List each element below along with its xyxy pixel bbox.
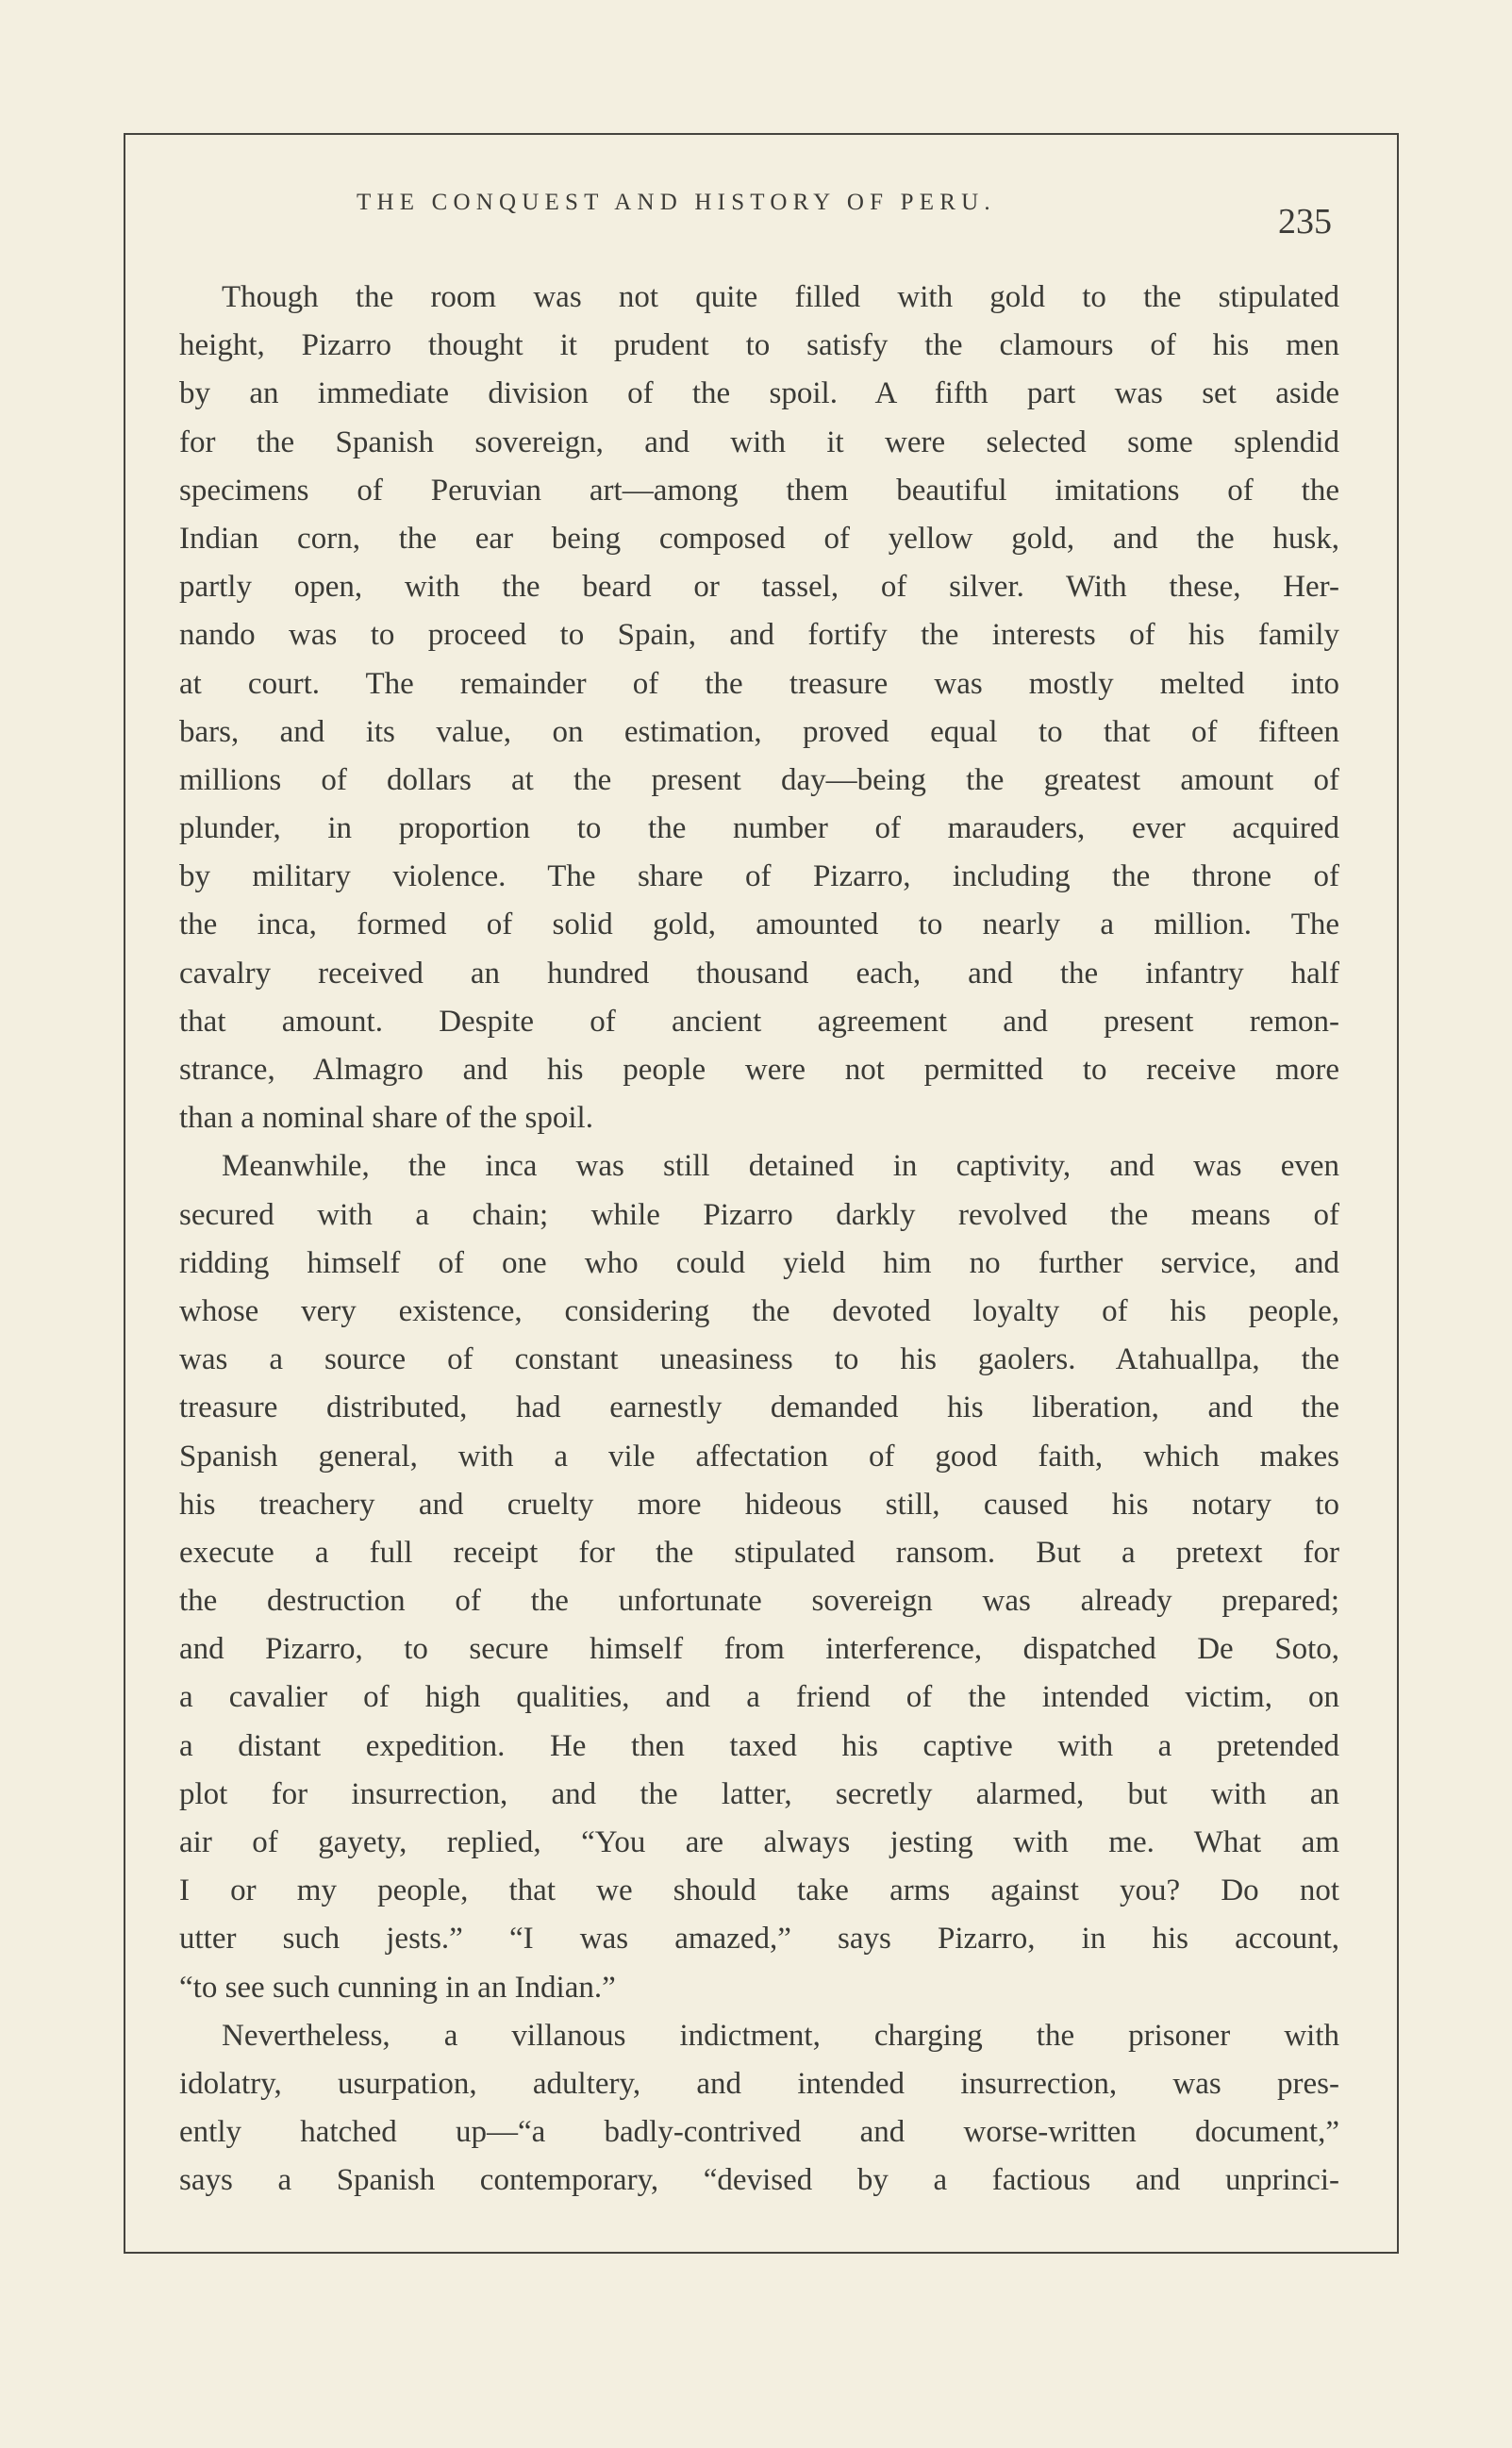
text-line: idolatry, usurpation, adultery, and intended insurrection, was pres-	[179, 2066, 1339, 2101]
text-line: whose very existence, considering the devoted loyalty of his people,	[179, 1293, 1339, 1328]
text-line: treasure distributed, had earnestly demanded his liberation, and the	[179, 1391, 1339, 1425]
text-line: partly open, with the beard or tassel, of silver. With these, Her-	[179, 570, 1339, 605]
text-line: bars, and its value, on estimation, proved equal to that of fifteen	[179, 714, 1339, 749]
text-line: cavalry received an hundred thousand each, and the infantry half	[179, 956, 1339, 991]
text-line: air of gayety, replied, “You are always jesting with me. What am	[179, 1825, 1339, 1859]
text-line: was a source of constant uneasiness to his gaolers. Atahuallpa, the	[179, 1342, 1339, 1377]
text-line: I or my people, that we should take arms against you? Do not	[179, 1873, 1339, 1908]
text-line: that amount. Despite of ancient agreement and present remon-	[179, 1004, 1339, 1039]
text-line: height, Pizarro thought it prudent to satisfy the clamours of his men	[179, 328, 1339, 363]
text-line: plot for insurrection, and the latter, secretly alarmed, but with an	[179, 1776, 1339, 1811]
text-line: his treachery and cruelty more hideous still, caused his notary to	[179, 1487, 1339, 1522]
body-text	[179, 274, 1339, 2206]
text-line: Nevertheless, a villanous indictment, charging the prisoner with	[222, 2018, 1339, 2053]
text-line: for the Spanish sovereign, and with it were selected some splendid	[179, 425, 1339, 459]
text-line: at court. The remainder of the treasure was mostly melted into	[179, 666, 1339, 701]
text-line: Meanwhile, the inca was still detained in captivity, and was even	[222, 1149, 1339, 1184]
text-line: Spanish general, with a vile affectation of good faith, which makes	[179, 1439, 1339, 1474]
text-line: says a Spanish contemporary, “devised by a factious and unprinci-	[179, 2163, 1339, 2198]
text-line: Indian corn, the ear being composed of yellow gold, and the husk,	[179, 521, 1339, 556]
text-line: specimens of Peruvian art—among them beautiful imitations of the	[179, 473, 1339, 508]
text-line: the inca, formed of solid gold, amounted to nearly a million. The	[179, 908, 1339, 942]
text-line: ently hatched up—“a badly-contrived and worse-written document,”	[179, 2115, 1339, 2150]
text-line: strance, Almagro and his people were not permitted to receive more	[179, 1053, 1339, 1087]
text-line: secured with a chain; while Pizarro darkly revolved the means of	[179, 1197, 1339, 1232]
text-line: nando was to proceed to Spain, and fortify the interests of his family	[179, 618, 1339, 653]
text-line: than a nominal share of the spoil.	[179, 1101, 593, 1136]
text-line: a cavalier of high qualities, and a friend of the intended victim, on	[179, 1680, 1339, 1715]
text-line: ridding himself of one who could yield him no further service, and	[179, 1245, 1339, 1280]
text-line: Though the room was not quite filled with gold to the stipulated	[222, 280, 1339, 314]
text-line: execute a full receipt for the stipulated ransom. But a pretext for	[179, 1535, 1339, 1570]
text-line: the destruction of the unfortunate sovereign was already prepared;	[179, 1584, 1339, 1619]
text-line: utter such jests.” “I was amazed,” says Pizarro, in his account,	[179, 1922, 1339, 1957]
running-header-title: THE CONQUEST AND HISTORY OF PERU.	[357, 190, 996, 215]
text-line: “to see such cunning in an Indian.”	[179, 1970, 616, 2005]
text-line: by military violence. The share of Pizarro, including the throne of	[179, 859, 1339, 894]
page-number: 235	[1278, 202, 1332, 241]
text-line: by an immediate division of the spoil. A fifth part was set aside	[179, 376, 1339, 411]
text-line: a distant expedition. He then taxed his captive with a pretended	[179, 1728, 1339, 1763]
text-line: plunder, in proportion to the number of marauders, ever acquired	[179, 811, 1339, 846]
text-line: millions of dollars at the present day—being the greatest amount of	[179, 762, 1339, 797]
text-line: and Pizarro, to secure himself from interference, dispatched De Soto,	[179, 1632, 1339, 1667]
